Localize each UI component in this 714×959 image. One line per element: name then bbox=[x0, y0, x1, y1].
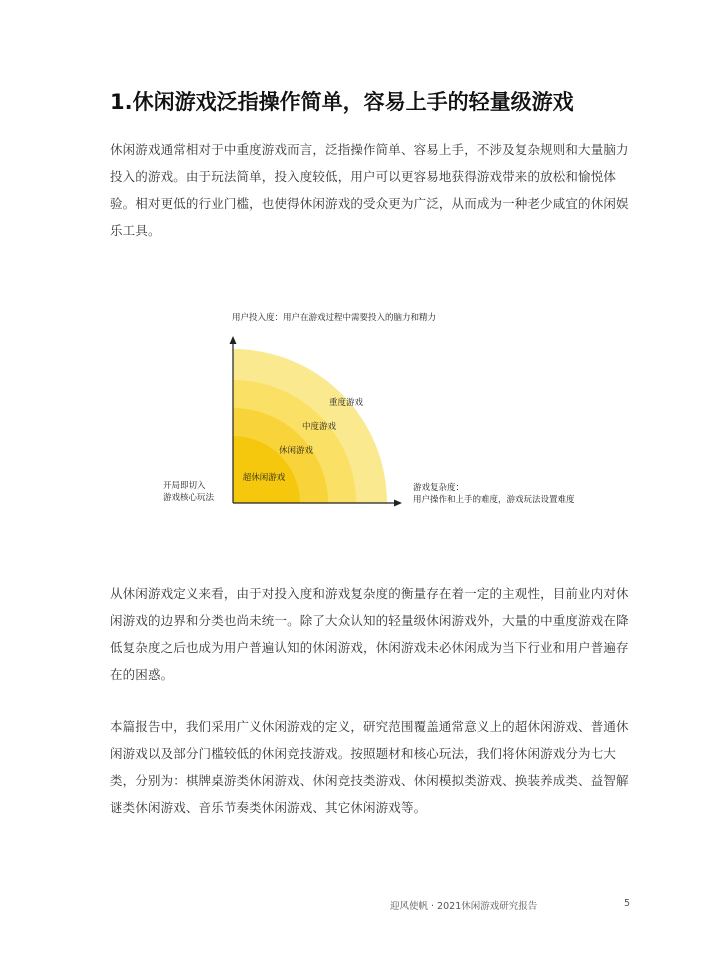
y-axis-label: 用户投入度：用户在游戏过程中需要投入的脑力和精力 bbox=[232, 313, 437, 323]
scope-paragraph: 本篇报告中，我们采用广义休闲游戏的定义，研究范围覆盖通常意义上的超休闲游戏、普通休闲游戏以及部分门槛较低的休闲竞技游戏。按照题材和核心玩法，我们将休闲游戏分为七大类，分别为：棋牌桌游类休闲游戏、休闲竞技类游戏、休闲模拟类游戏、换装养成类、益智解谜类休闲游戏、音乐节奏类休闲游戏、其它休闲游戏等。 bbox=[110, 719, 629, 815]
label-medium-games: 中度游戏 bbox=[301, 422, 337, 432]
label-hyper-casual-games: 超休闲游戏 bbox=[242, 473, 286, 483]
label-heavy-games: 重度游戏 bbox=[328, 398, 364, 408]
y-axis-arrow-icon bbox=[230, 336, 237, 344]
x-axis-label-line1: 游戏复杂度： bbox=[413, 483, 465, 493]
x-axis-label-line2: 用户操作和上手的难度，游戏玩法设置难度 bbox=[413, 495, 575, 505]
origin-label-line1: 开局即切入 bbox=[163, 481, 206, 491]
origin-label-line2: 游戏核心玩法 bbox=[163, 493, 215, 503]
page-number: 5 bbox=[624, 898, 631, 909]
definition-paragraph: 从休闲游戏定义来看，由于对投入度和游戏复杂度的衡量存在着一定的主观性，目前业内对休闲游戏的边界和分类也尚未统一。除了大众认知的轻量级休闲游戏外，大量的中重度游戏在降低复杂度之后也成为用户普遍认知的休闲游戏，休闲游戏未必休闲成为当下行业和用户普遍存在的困惑。 bbox=[110, 586, 629, 682]
x-axis-arrow-icon bbox=[394, 500, 402, 507]
page-heading: 1.休闲游戏泛指操作简单，容易上手的轻量级游戏 bbox=[110, 90, 574, 114]
label-casual-games: 休闲游戏 bbox=[278, 446, 314, 456]
footer-report-title: 迎风使帆 · 2021休闲游戏研究报告 bbox=[390, 901, 538, 912]
intro-paragraph: 休闲游戏通常相对于中重度游戏而言，泛指操作简单、容易上手，不涉及复杂规则和大量脑力投入的游戏。由于玩法简单，投入度较低，用户可以更容易地获得游戏带来的放松和愉悦体验。相对更低的行业门槛，也使得休闲游戏的受众更为广泛，从而成为一种老少咸宜的休闲娱乐工具。 bbox=[110, 142, 629, 238]
